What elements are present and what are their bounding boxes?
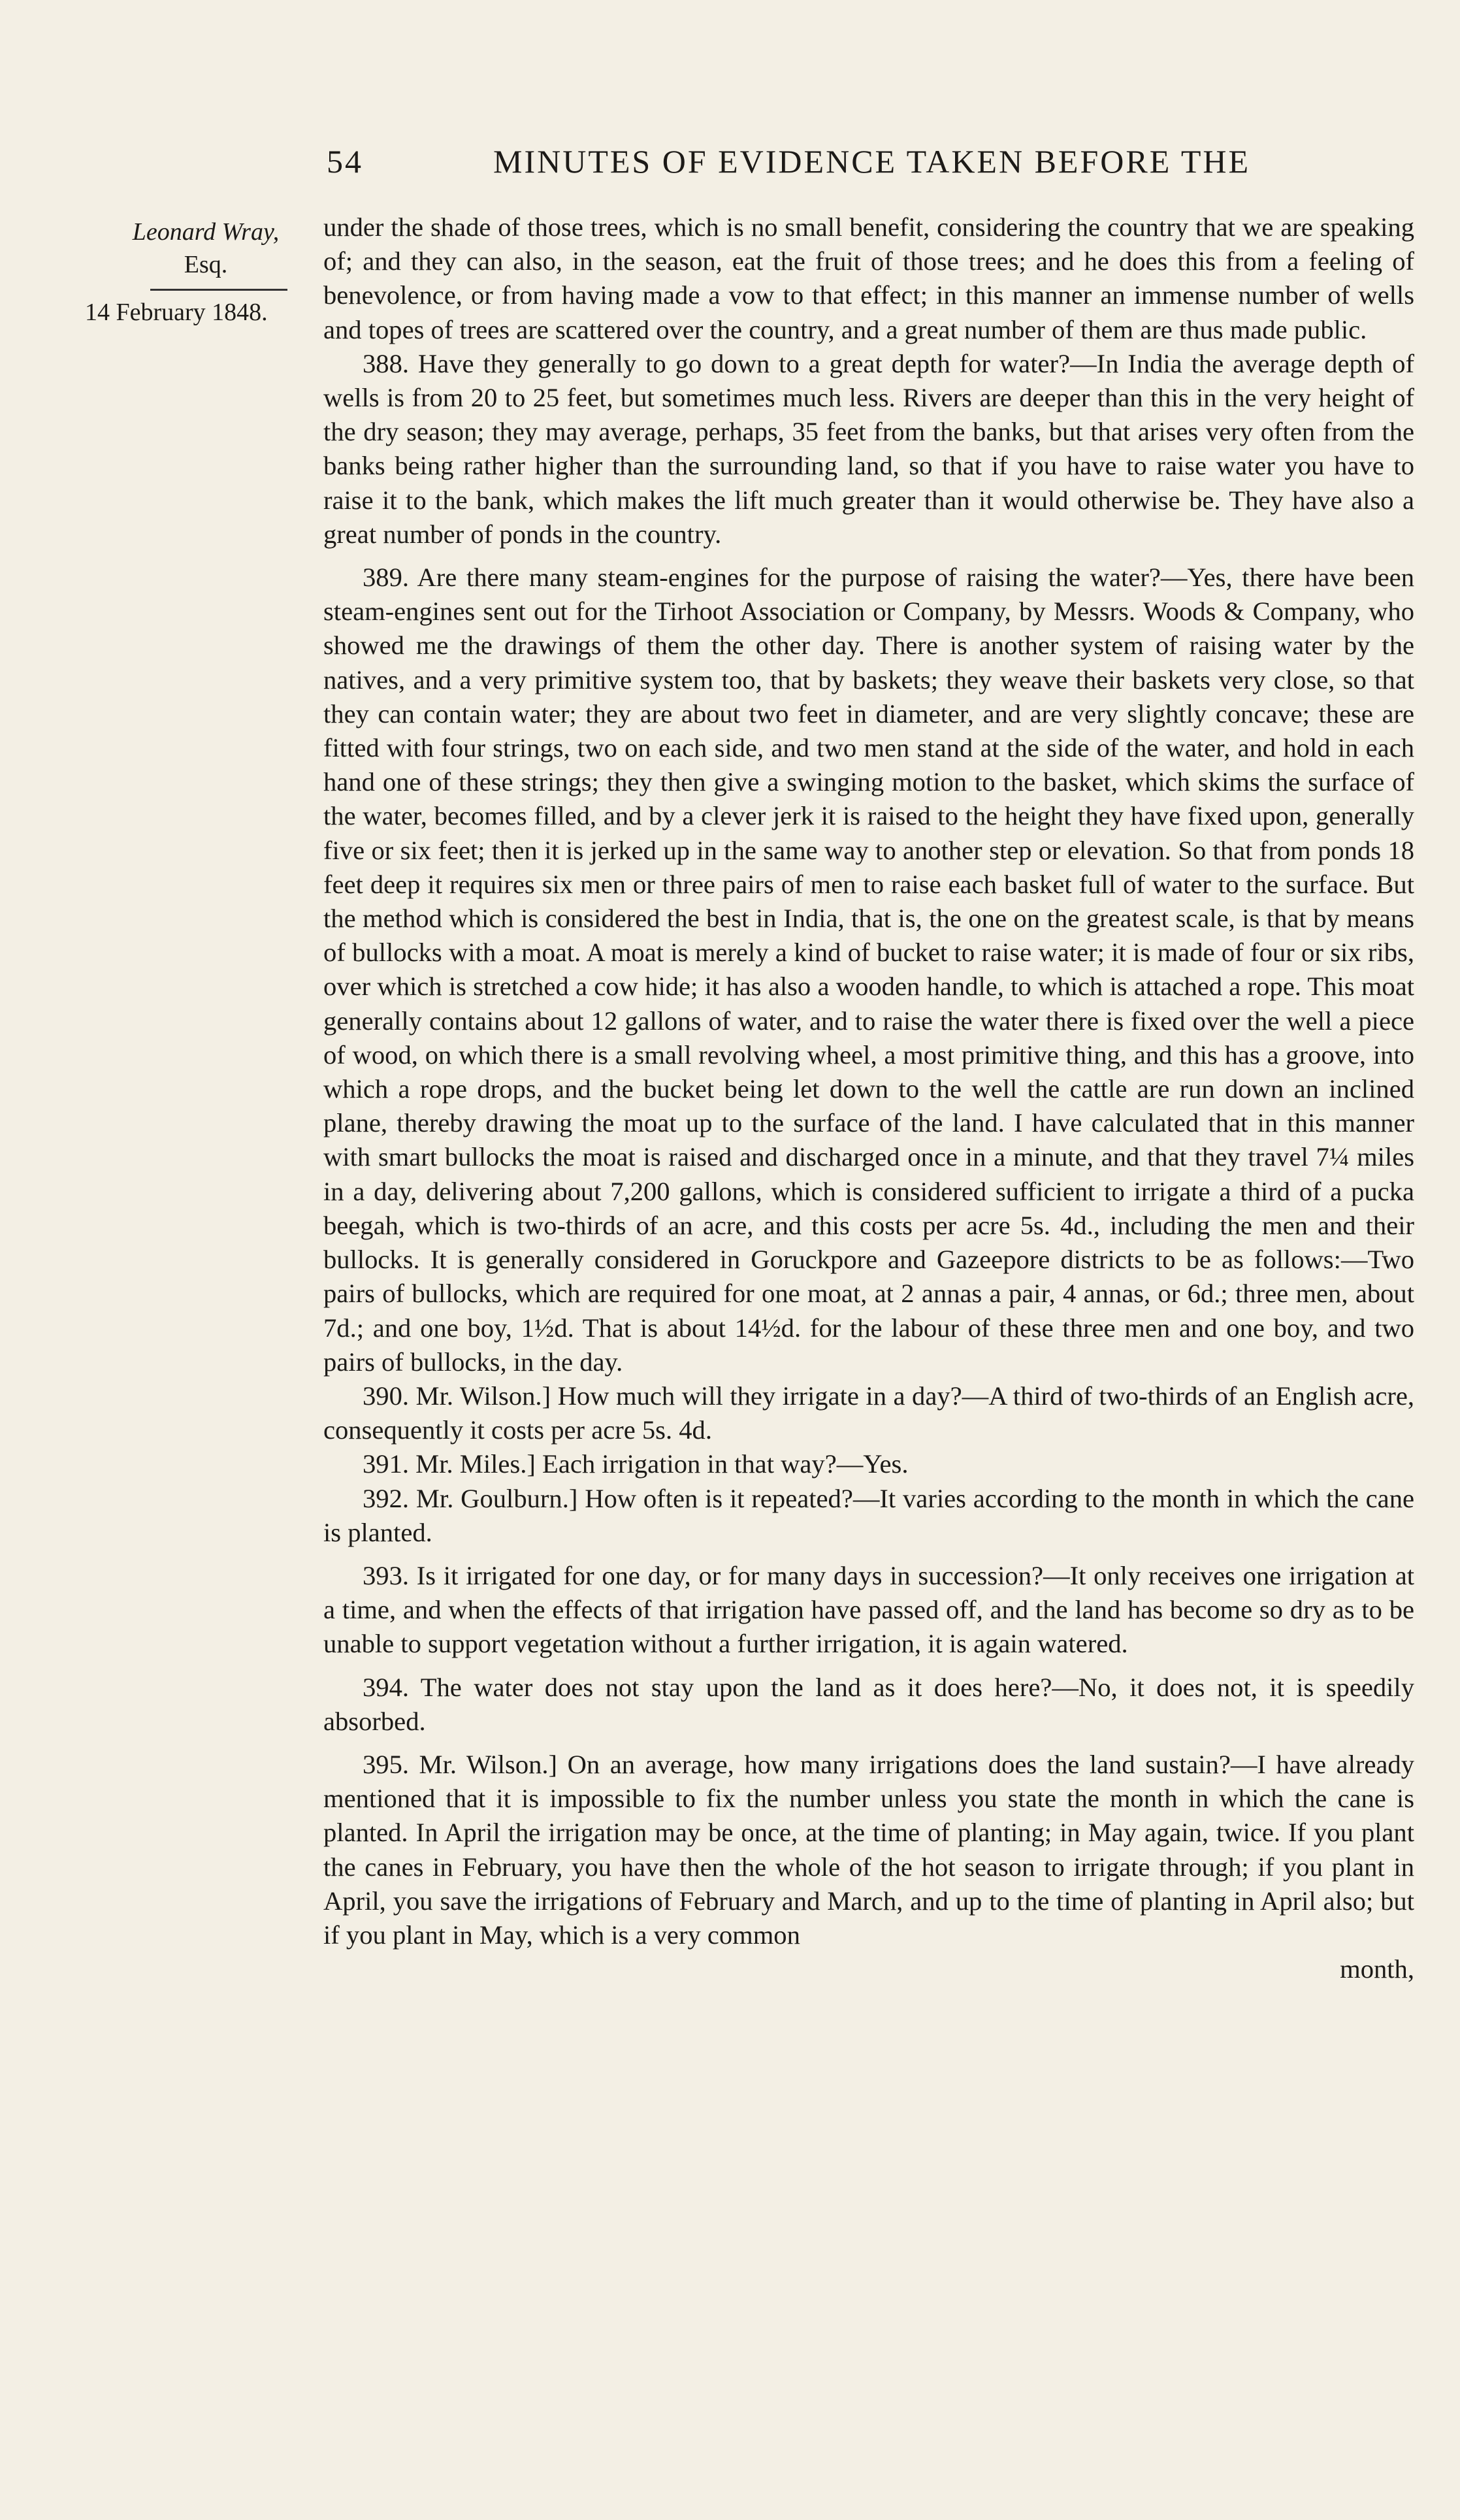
page-number: 54 [327, 143, 363, 180]
witness-name: Leonard Wray, [132, 218, 280, 246]
paragraph-394: 394. The water does not stay upon the land as it does here?—No, it does not, it is speedily absorbed. [323, 1672, 1414, 1736]
witness-suffix: Esq. [184, 251, 228, 278]
paragraph-389: 389. Are there many steam-engines for the purpose of raising the water?—Yes, there have been steam-engines sent out for the Tirhoot Association or Company, by Messrs. Woods & Company, who showed me the drawings of them the other day. There is another system of raising water by the natives, and a very primitive system too, that by baskets; they weave their baskets very close, so that they can contain water; they are about two feet in diameter, and are very slightly concave; these are fitted with four strings, two on each side, and two men stand at the side of the water, and hold in each hand one of these strings; they then give a swinging motion to the basket, which skims the surface of the water, becomes filled, and by a clever jerk it is raised to the height they have fixed upon, generally five or six feet; then it is jerked up in the same way to another step or elevation. So that from ponds 18 feet deep it requires six men or three pairs of men to raise each basket full of water to the surface. But the method which is considered the best in India, that is, the one on the greatest scale, is that by means of bullocks with a moat. A moat is merely a kind of bucket to raise water; it is made of four or six ribs, over which is stretched a cow hide; it has also a wooden handle, to which is attached a rope. This moat generally contains about 12 gallons of water, and to raise the water there is fixed over the well a piece of wood, on which there is a small revolving wheel, a most primitive thing, and this has a groove, into which a rope drops, and the bucket being let down to the well the cattle are run down an inclined plane, thereby drawing the moat up to the surface of the land. I have calculated that in this manner with smart bullocks the moat is raised and discharged once in a minute, and that they travel 7¼ miles in a day, delivering about 7,200 gallons, which is considered sufficient to irrigate a third of a pucka beegah, which is two-thirds of an acre, and this costs per acre 5s. 4d., including the men and their bullocks. It is generally considered in Goruckpore and Gazeepore districts to be as follows:—Two pairs of bullocks, which are required for one moat, at 2 annas a pair, 4 annas, or 6d.; three men, about 7d.; and one boy, 1½d. That is about 14½d. for the labour of these three men and one boy, and two pairs of bullocks, in the day. [323, 563, 1414, 1377]
paragraph-393: 393. Is it irrigated for one day, or for many days in succession?—It only receives one irrigation at a time, and when the effects of that irrigation have passed off, and the land has become so dry as to be unable to support vegetation without a further irrigation, it is again watered. [323, 1560, 1414, 1659]
paragraph-390: 390. Mr. Wilson.] How much will they irrigate in a day?—A third of two-thirds of an English acre, consequently it costs per acre 5s. 4d. [323, 1381, 1414, 1445]
witness-date: 14 February 1848. [85, 299, 268, 326]
paragraph-388: 388. Have they generally to go down to a great depth for water?—In India the average depth of wells is from 20 to 25 feet, but sometimes much less. Rivers are deeper than this in the very height of the dry season; they may average, perhaps, 35 feet from the banks, but that arises very often from the banks being rather higher than the surrounding land, so that if you have to raise water you have to raise it to the bank, which makes the lift much greater than it would otherwise be. They have also a great number of ponds in the country. [323, 348, 1414, 549]
evidence-text [323, 210, 1414, 1986]
running-head: MINUTES OF EVIDENCE TAKEN BEFORE THE [493, 143, 1251, 180]
margin-note [85, 216, 314, 329]
paragraph-392: 392. Mr. Goulburn.] How often is it repeated?—It varies according to the month in which the cane is planted. [323, 1483, 1414, 1547]
paragraph-391: 391. Mr. Miles.] Each irrigation in that way?—Yes. [363, 1449, 909, 1479]
paragraph-continuation: under the shade of those trees, which is no small benefit, considering the country that we are speaking of; and they can also, in the season, eat the fruit of those trees; and he does this from a feeling of benevolence, or from having made a vow to that effect; in this manner an immense number of wells and topes of trees are scattered over the country, and a great number of them are thus made public. [323, 212, 1414, 344]
margin-divider [150, 289, 287, 291]
paragraph-395: 395. Mr. Wilson.] On an average, how many irrigations does the land sustain?—I have already mentioned that it is impossible to fix the number unless you state the month in which the cane is planted. In April the irrigation may be once, at the time of planting; in May again, twice. If you plant the canes in February, you have then the whole of the hot season to irrigate through; if you plant in April, you save the irrigations of February and March, and up to the time of planting in April also; but if you plant in May, which is a very common [323, 1749, 1414, 1950]
page-header [320, 142, 1431, 188]
catchword: month, [1340, 1954, 1414, 1984]
